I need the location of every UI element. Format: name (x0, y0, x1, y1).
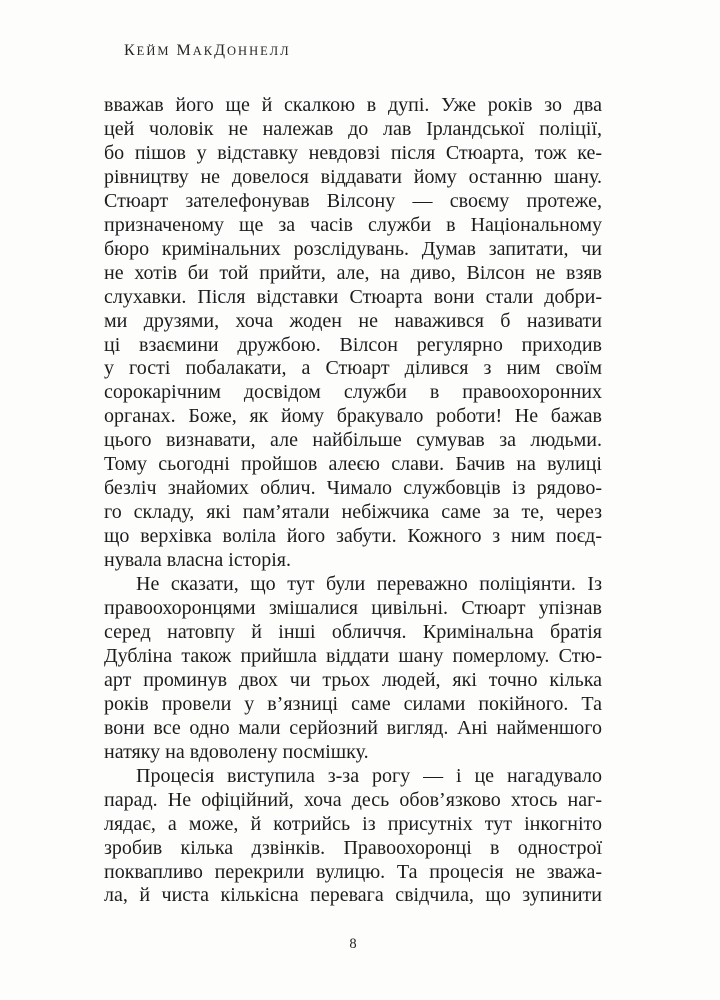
paragraph (104, 765, 602, 909)
text-line: років провели у в’язниці саме силами покійного. Та (104, 692, 602, 715)
paragraph (104, 94, 602, 573)
text-line: ла, й чиста кількісна перевага свідчила, що зупинити (104, 884, 602, 907)
text-line: сорокарічним досвідом служби в правоохоронних (104, 381, 602, 404)
page-number: 8 (349, 936, 357, 952)
text-line: що верхівка воліла його забути. Кожного з ним поєд- (104, 525, 602, 548)
text-line: го складу, які пам’ятали небіжчика саме за те, через (104, 501, 602, 524)
text-line: Стюарт зателефонував Вілсону — своєму протеже, (104, 189, 602, 212)
text-line: серед натовпу й інші обличчя. Кримінальна братія (104, 620, 602, 643)
text-line: бо пішов у відставку невдовзі після Стюарта, тож ке- (104, 141, 602, 164)
body-text (104, 94, 602, 908)
text-line: бюро кримінальних розслідувань. Думав запитати, чи (104, 237, 602, 260)
text-line: органах. Боже, як йому бракувало роботи! Не бажав (104, 405, 602, 428)
text-line: призначеному ще за часів служби в Національному (104, 213, 602, 236)
text-line: арт проминув двох чи трьох людей, які точно кілька (104, 668, 602, 691)
text-line: вони все одно мали серйозний вигляд. Ані найменшого (104, 716, 602, 739)
text-line: у гості побалакати, а Стюарт ділився з ним своїм (104, 357, 602, 380)
text-line: ці взаємини дружбою. Вілсон регулярно приходив (104, 333, 602, 356)
text-line: парад. Не офіційний, хоча десь обов’язково хтось наг- (104, 788, 602, 811)
paragraph (104, 573, 602, 765)
text-line: Не сказати, що тут були переважно поліціянти. Із (136, 573, 602, 596)
text-line: Дубліна також прийшла віддати шану померлому. Стю- (104, 644, 602, 667)
text-line: поквапливо перекрили вулицю. Та процесія не зважа- (104, 860, 602, 883)
text-line: правоохоронцями змішалися цивільні. Стюарт упізнав (104, 597, 602, 620)
text-line: Процесія виступила з-за рогу — і це нагадувало (136, 764, 602, 787)
text-line: нувала власна історія. (104, 549, 291, 572)
running-header-author: КЕЙМ МАКДОННЕЛЛ (124, 42, 291, 59)
text-line: натяку на вдоволену посмішку. (104, 740, 369, 763)
text-line: зробив кілька дзвінків. Правоохоронці в однострої (104, 836, 602, 859)
text-line: цей чоловік не належав до лав Ірландської поліції, (104, 117, 602, 140)
text-line: не хотів би той прийти, але, на диво, Вілсон не взяв (104, 261, 602, 284)
text-line: ми друзями, хоча жоден не наважився б називати (104, 309, 602, 332)
text-line: безліч знайомих облич. Чимало службовців із рядово- (104, 477, 602, 500)
text-line: слухавки. Після відставки Стюарта вони стали добри- (104, 285, 602, 308)
text-line: цього визнавати, але найбільше сумував за людьми. (104, 429, 602, 452)
text-line: лядає, а може, й котрийсь із присутніх тут інкогніто (104, 812, 602, 835)
text-line: Тому сьогодні пройшов алеєю слави. Бачив на вулиці (104, 453, 602, 476)
text-line: вважав його ще й скалкою в дупі. Уже років зо два (104, 94, 602, 116)
text-line: рівництву не довелося віддавати йому останню шану. (104, 165, 602, 188)
